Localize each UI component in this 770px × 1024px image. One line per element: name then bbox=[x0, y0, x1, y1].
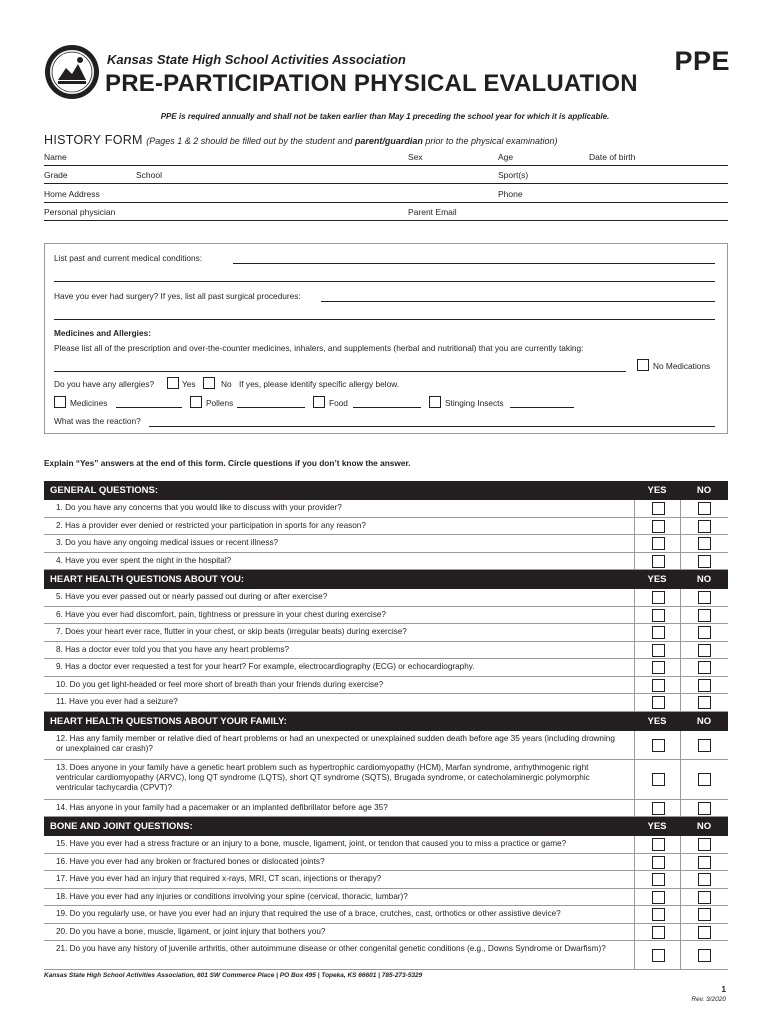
yes-checkbox[interactable] bbox=[652, 609, 665, 622]
no-checkbox[interactable] bbox=[698, 520, 711, 533]
allergies-yes-checkbox[interactable] bbox=[167, 377, 179, 389]
question-text: 17. Have you ever had an injury that required x-rays, MRI, CT scan, injections or therapy? bbox=[56, 874, 382, 883]
conditions-line-1[interactable] bbox=[233, 263, 715, 264]
section-title: GENERAL QUESTIONS: bbox=[50, 485, 159, 496]
allergies-no-checkbox[interactable] bbox=[203, 377, 215, 389]
physician-field[interactable]: Personal physician bbox=[44, 207, 116, 217]
allergy-medicines-line[interactable] bbox=[116, 407, 182, 408]
ppe-badge: PPE bbox=[674, 46, 730, 76]
question-text: 15. Have you ever had a stress fracture or an injury to a bone, muscle, ligament, joint, or tendon that caused you to miss a practice or game? bbox=[56, 839, 567, 848]
yes-checkbox[interactable] bbox=[652, 661, 665, 674]
revision-date: Rev. 3/2020 bbox=[691, 996, 726, 1003]
grade-field[interactable]: Grade bbox=[44, 170, 68, 180]
question-row-15 bbox=[44, 836, 728, 854]
reaction-line[interactable] bbox=[149, 426, 715, 427]
allergy-medicines-label: Medicines bbox=[70, 398, 108, 408]
question-text: 7. Does your heart ever race, flutter in your chest, or skip beats (irregular beats) during exercise? bbox=[56, 627, 407, 636]
physician-row bbox=[44, 203, 728, 221]
question-row-10 bbox=[44, 677, 728, 695]
yes-column-header: YES bbox=[647, 574, 667, 585]
meds-instructions: Please list all of the prescription and over-the-counter medicines, inhalers, and supplements (herbal and nutritional) that you are currently taking: bbox=[54, 343, 584, 353]
surgery-label: Have you ever had surgery? If yes, list all past surgical procedures: bbox=[54, 291, 301, 301]
no-checkbox[interactable] bbox=[698, 537, 711, 550]
question-row-1 bbox=[44, 500, 728, 518]
question-text: 11. Have you ever had a seizure? bbox=[56, 697, 178, 706]
question-text: 16. Have you ever had any broken or fractured bones or dislocated joints? bbox=[56, 856, 325, 866]
question-row-13 bbox=[44, 760, 728, 800]
no-checkbox[interactable] bbox=[698, 555, 711, 568]
no-checkbox[interactable] bbox=[698, 926, 711, 939]
question-text: 19. Do you regularly use, or have you ever had an injury that required the use of a brace, crutches, cast, orthotics or other assistive device? bbox=[56, 909, 561, 918]
yes-column-header: YES bbox=[647, 715, 667, 727]
reaction-label: What was the reaction? bbox=[54, 416, 141, 426]
question-row-12 bbox=[44, 731, 728, 760]
question-row-17 bbox=[44, 871, 728, 889]
yes-checkbox[interactable] bbox=[652, 856, 665, 869]
no-checkbox[interactable] bbox=[698, 696, 711, 709]
allergies-question: Do you have any allergies? bbox=[54, 379, 155, 389]
no-checkbox[interactable] bbox=[698, 873, 711, 886]
allergy-food-checkbox[interactable] bbox=[313, 396, 325, 408]
no-checkbox[interactable] bbox=[698, 626, 711, 639]
question-row-11 bbox=[44, 694, 728, 712]
history-form-title: HISTORY FORM bbox=[44, 133, 143, 147]
address-row bbox=[44, 185, 728, 203]
allergy-insects-label: Stinging Insects bbox=[445, 398, 504, 408]
question-text: 3. Do you have any ongoing medical issues or recent illness? bbox=[56, 538, 279, 547]
name-row bbox=[44, 148, 728, 166]
kshsaa-seal-logo bbox=[44, 44, 100, 100]
sex-field[interactable]: Sex bbox=[408, 152, 423, 162]
dob-field[interactable]: Date of birth bbox=[589, 152, 636, 162]
question-row-6 bbox=[44, 607, 728, 625]
yes-checkbox[interactable] bbox=[652, 908, 665, 921]
allergy-pollens-line[interactable] bbox=[237, 407, 305, 408]
question-row-2 bbox=[44, 518, 728, 536]
org-name: Kansas State High School Activities Association bbox=[107, 52, 406, 67]
question-text: 8. Has a doctor ever told you that you have any heart problems? bbox=[56, 644, 290, 654]
allergy-insects-checkbox[interactable] bbox=[429, 396, 441, 408]
yes-checkbox[interactable] bbox=[652, 520, 665, 533]
no-checkbox[interactable] bbox=[698, 891, 711, 904]
section-title: BONE AND JOINT QUESTIONS: bbox=[50, 821, 193, 832]
question-text: 9. Has a doctor ever requested a test for your heart? For example, electrocardiography (ECG) or echocardiography. bbox=[56, 662, 475, 671]
sports-field[interactable]: Sport(s) bbox=[498, 170, 529, 180]
no-checkbox[interactable] bbox=[698, 502, 711, 515]
question-row-5 bbox=[44, 589, 728, 607]
yes-checkbox[interactable] bbox=[652, 626, 665, 639]
question-row-3 bbox=[44, 535, 728, 553]
allergy-medicines-checkbox[interactable] bbox=[54, 396, 66, 408]
name-field[interactable]: Name bbox=[44, 152, 67, 162]
no-checkbox[interactable] bbox=[698, 949, 711, 962]
allergy-pollens-checkbox[interactable] bbox=[190, 396, 202, 408]
no-checkbox[interactable] bbox=[698, 773, 711, 786]
question-row-16 bbox=[44, 854, 728, 872]
yes-checkbox[interactable] bbox=[652, 644, 665, 657]
question-row-4 bbox=[44, 553, 728, 571]
yes-checkbox[interactable] bbox=[652, 537, 665, 550]
yes-checkbox[interactable] bbox=[652, 949, 665, 962]
question-row-21 bbox=[44, 941, 728, 970]
yes-column-header: YES bbox=[647, 821, 667, 832]
question-text: 18. Have you ever had any injuries or conditions involving your spine (cervical, thoracic, lumbar)? bbox=[56, 891, 408, 901]
section-header-general bbox=[44, 481, 728, 500]
surgery-line-1[interactable] bbox=[321, 301, 715, 302]
school-field[interactable]: School bbox=[136, 170, 162, 180]
question-row-8 bbox=[44, 642, 728, 660]
yes-checkbox[interactable] bbox=[652, 891, 665, 904]
yes-checkbox[interactable] bbox=[652, 926, 665, 939]
yes-checkbox[interactable] bbox=[652, 555, 665, 568]
yes-checkbox[interactable] bbox=[652, 739, 665, 752]
allergy-food-label: Food bbox=[329, 398, 348, 408]
no-checkbox[interactable] bbox=[698, 679, 711, 692]
page-number: 1 bbox=[721, 985, 726, 994]
no-checkbox[interactable] bbox=[698, 591, 711, 604]
question-row-18 bbox=[44, 889, 728, 907]
section-title: HEART HEALTH QUESTIONS ABOUT YOU: bbox=[50, 574, 245, 585]
medical-history-box bbox=[44, 243, 728, 434]
surgery-line-2[interactable] bbox=[54, 319, 715, 320]
no-column-header: NO bbox=[696, 821, 712, 832]
address-field[interactable]: Home Address bbox=[44, 189, 100, 199]
no-checkbox[interactable] bbox=[698, 609, 711, 622]
phone-field[interactable]: Phone bbox=[498, 189, 523, 199]
yes-column-header: YES bbox=[647, 485, 667, 496]
yes-checkbox[interactable] bbox=[652, 591, 665, 604]
yes-checkbox[interactable] bbox=[652, 502, 665, 515]
conditions-line-2[interactable] bbox=[54, 281, 715, 282]
age-field[interactable]: Age bbox=[498, 152, 514, 162]
question-text: 12. Has any family member or relative died of heart problems or had an unexpected or unexplained sudden death before age 35 years (including drowning or unexplained car crash)? bbox=[56, 733, 615, 753]
allergy-instructions: If yes, please identify specific allergy below. bbox=[239, 379, 400, 389]
question-text: 20. Do you have a bone, muscle, ligament, or joint injury that bothers you? bbox=[56, 926, 326, 936]
allergy-food-line[interactable] bbox=[353, 407, 421, 408]
yes-checkbox[interactable] bbox=[652, 773, 665, 786]
question-row-14 bbox=[44, 800, 728, 818]
yes-checkbox[interactable] bbox=[652, 802, 665, 815]
no-column-header: NO bbox=[696, 485, 712, 496]
yes-checkbox[interactable] bbox=[652, 696, 665, 709]
question-text: 10. Do you get light-headed or feel more short of breath than your friends during exercise? bbox=[56, 679, 384, 689]
no-checkbox[interactable] bbox=[698, 838, 711, 851]
section-title: HEART HEALTH QUESTIONS ABOUT YOUR FAMILY: bbox=[50, 715, 287, 727]
history-subtitle: (Pages 1 & 2 should be filled out by the student and parent/guardian prior to the physical examination) bbox=[146, 136, 558, 146]
no-column-header: NO bbox=[696, 574, 712, 585]
question-row-9 bbox=[44, 659, 728, 677]
question-row-7 bbox=[44, 624, 728, 642]
question-text: 5. Have you ever passed out or nearly passed out during or after exercise? bbox=[56, 592, 328, 601]
questions-table bbox=[44, 481, 728, 970]
no-checkbox[interactable] bbox=[698, 908, 711, 921]
question-row-19 bbox=[44, 906, 728, 924]
allergies-yes-label: Yes bbox=[182, 379, 196, 389]
no-column-header: NO bbox=[696, 715, 712, 727]
question-text: 4. Have you ever spent the night in the hospital? bbox=[56, 555, 232, 565]
meds-line[interactable] bbox=[54, 371, 626, 372]
explain-instructions: Explain “Yes” answers at the end of this form. Circle questions if you don’t know the answer. bbox=[44, 458, 411, 468]
no-medications-checkbox[interactable] bbox=[637, 359, 649, 371]
question-text: 2. Has a provider ever denied or restricted your participation in sports for any reason? bbox=[56, 520, 366, 530]
yes-checkbox[interactable] bbox=[652, 679, 665, 692]
history-heading bbox=[44, 131, 730, 149]
no-checkbox[interactable] bbox=[698, 739, 711, 752]
question-text: 13. Does anyone in your family have a genetic heart problem such as hypertrophic cardiomyopathy (HCM), Marfan syndrome, arrhythmogenic right ventricular cardiomyopathy (ARVC), long QT syndrome (LQTS), short QT syndrome (SQTS), Brugada syndrome, or catecholaminergic polymorphic ventricular tachycardia (CPVT)? bbox=[56, 762, 590, 792]
yes-checkbox[interactable] bbox=[652, 873, 665, 886]
no-checkbox[interactable] bbox=[698, 644, 711, 657]
yes-checkbox[interactable] bbox=[652, 838, 665, 851]
grade-row bbox=[44, 166, 728, 184]
annual-notice: PPE is required annually and shall not be taken earlier than May 1 preceding the school year for which it is applicable. bbox=[160, 112, 610, 121]
allergies-no-label: No bbox=[221, 379, 232, 389]
parent-email-field[interactable]: Parent Email bbox=[408, 207, 457, 217]
no-medications-label: No Medications bbox=[653, 361, 711, 371]
question-text: 21. Do you have any history of juvenile arthritis, other autoimmune disease or other congenital genetic conditions (e.g., Downs Syndrome or Dwarfism)? bbox=[56, 944, 606, 953]
conditions-label: List past and current medical conditions: bbox=[54, 253, 203, 263]
form-title: PRE-PARTICIPATION PHYSICAL EVALUATION bbox=[105, 70, 638, 97]
question-text: 1. Do you have any concerns that you would like to discuss with your provider? bbox=[56, 503, 342, 512]
meds-heading: Medicines and Allergies: bbox=[54, 328, 151, 338]
no-checkbox[interactable] bbox=[698, 802, 711, 815]
section-header-heart-family bbox=[44, 712, 728, 731]
question-text: 6. Have you ever had discomfort, pain, tightness or pressure in your chest during exercise? bbox=[56, 609, 386, 619]
allergy-pollens-label: Pollens bbox=[206, 398, 234, 408]
question-row-20 bbox=[44, 924, 728, 942]
no-checkbox[interactable] bbox=[698, 661, 711, 674]
question-text: 14. Has anyone in your family had a pacemaker or an implanted defibrillator before age 35? bbox=[56, 802, 388, 812]
section-header-heart-you bbox=[44, 570, 728, 589]
footer-address: Kansas State High School Activities Association, 601 SW Commerce Place | PO Box 495 | Topeka, KS 66601 | 785-273-5329 bbox=[44, 972, 423, 979]
allergy-insects-line[interactable] bbox=[510, 407, 574, 408]
no-checkbox[interactable] bbox=[698, 856, 711, 869]
section-header-bone-joint bbox=[44, 817, 728, 836]
